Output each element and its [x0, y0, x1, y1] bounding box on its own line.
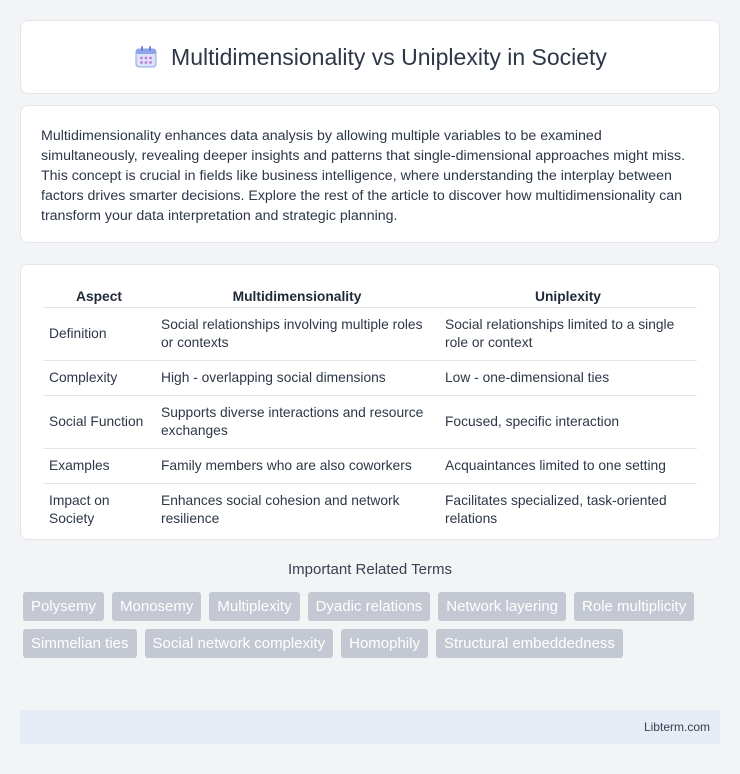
intro-card: [20, 105, 720, 243]
related-term-tag[interactable]: Polysemy: [23, 592, 104, 621]
row-aspect: Social Function: [43, 396, 155, 449]
related-term-tag[interactable]: Network layering: [438, 592, 566, 621]
table-header-row: [43, 285, 697, 308]
header-uniplexity: Uniplexity: [439, 285, 697, 308]
page-header: [20, 20, 720, 94]
row-multidimensionality: High - overlapping social dimensions: [155, 361, 439, 396]
row-aspect: Impact on Society: [49, 493, 110, 526]
related-term-tag[interactable]: Homophily: [341, 629, 428, 658]
table-row: [43, 308, 697, 361]
intro-text: Multidimensionality enhances data analysis by allowing multiple variables to be examined simultaneously, revealing deeper insights and patterns that single-dimensional approaches might miss. This concept is crucial in fields like business intelligence, where understanding the interplay between factors drives smarter decisions. Explore the rest of the article to discover how multidimensionality can transform your data interpretation and strategic planning.: [41, 128, 686, 224]
table-row: [43, 449, 697, 484]
row-uniplexity: Acquaintances limited to one setting: [439, 449, 697, 484]
row-multidimensionality: Enhances social cohesion and network resilience: [161, 493, 400, 526]
footer-site-link[interactable]: Libterm.com: [643, 720, 710, 734]
related-term-tag[interactable]: Role multiplicity: [574, 592, 694, 621]
table-row: [43, 361, 697, 396]
row-uniplexity: Focused, specific interaction: [439, 396, 697, 449]
related-term-tag[interactable]: Social network complexity: [145, 629, 334, 658]
related-terms-title: Important Related Terms: [288, 561, 452, 578]
header-multidimensionality: Multidimensionality: [155, 285, 439, 308]
row-multidimensionality: Family members who are also coworkers: [155, 449, 439, 484]
page-title: Multidimensionality vs Uniplexity in Society: [171, 43, 607, 70]
row-aspect: Definition: [43, 308, 155, 361]
related-term-tag[interactable]: Multiplexity: [209, 592, 299, 621]
row-uniplexity: Facilitates specialized, task-oriented relations: [445, 493, 667, 526]
related-term-tag[interactable]: Simmelian ties: [23, 629, 137, 658]
row-uniplexity: Low - one-dimensional ties: [439, 361, 697, 396]
row-uniplexity: Social relationships limited to a single role or context: [439, 308, 697, 361]
comparison-table: [43, 285, 697, 536]
header-aspect: Aspect: [43, 285, 155, 308]
related-term-tag[interactable]: Structural embeddedness: [436, 629, 623, 658]
row-aspect: Examples: [43, 449, 155, 484]
row-multidimensionality: Social relationships involving multiple roles or contexts: [155, 308, 439, 361]
related-term-tag[interactable]: Monosemy: [112, 592, 201, 621]
table-row: [43, 484, 697, 537]
table-row: [43, 396, 697, 449]
comparison-table-card: [20, 264, 720, 540]
calendar-icon: [133, 44, 159, 70]
row-aspect: Complexity: [43, 361, 155, 396]
page-footer: [20, 710, 720, 744]
row-multidimensionality: Supports diverse interactions and resource exchanges: [155, 396, 439, 449]
related-terms-list: [23, 592, 713, 658]
related-term-tag[interactable]: Dyadic relations: [308, 592, 431, 621]
